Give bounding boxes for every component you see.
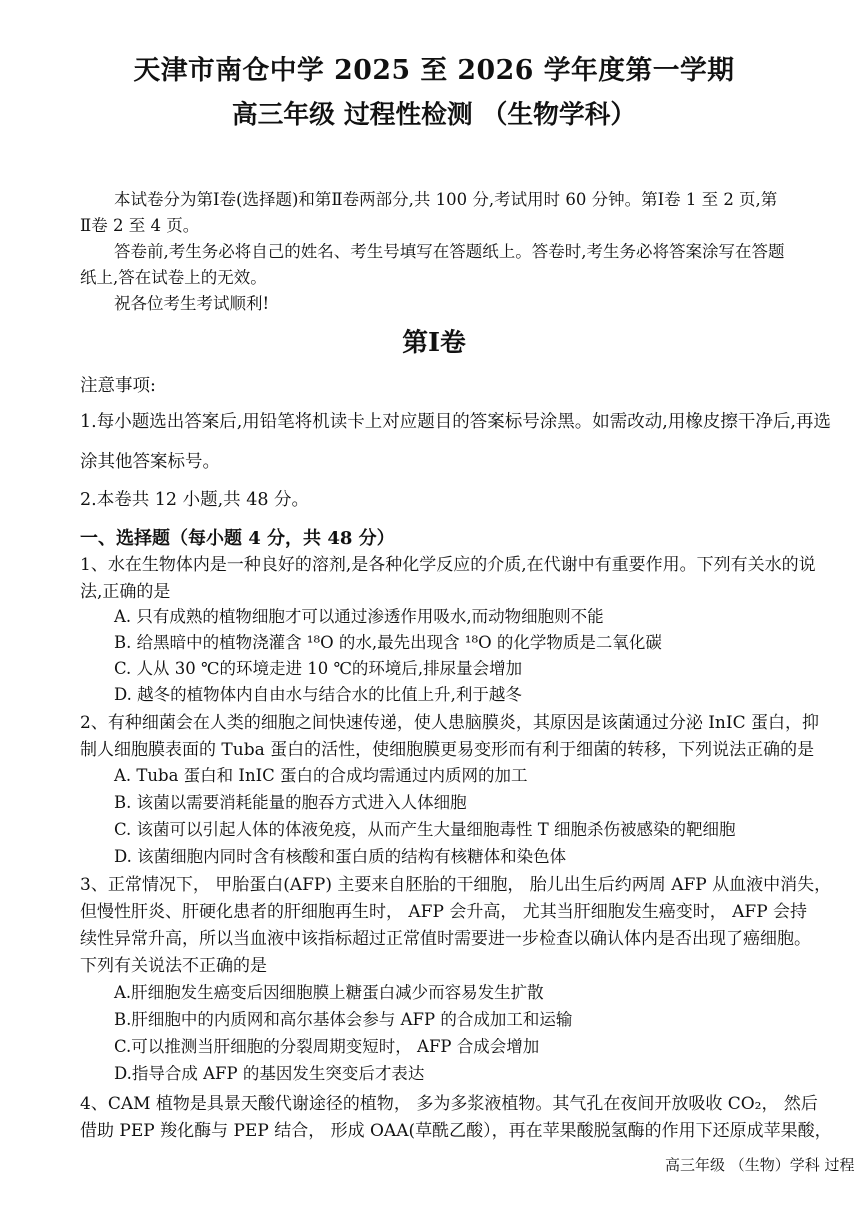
question-4-stem-line-2: 借助 PEP 羧化酶与 PEP 结合， 形成 OAA(草酰乙酸），再在苹果酸脱氢酶的作用下还原成苹果酸， — [80, 1121, 832, 1141]
question-3-option-a: A.肝细胞发生癌变后因细胞膜上糖蛋白减少而容易发生扩散 — [114, 983, 544, 1002]
question-1-stem-line-2: 法,正确的是 — [80, 582, 171, 602]
question-3-option-d: D.指导合成 AFP 的基因发生突变后才表达 — [114, 1064, 425, 1083]
section-title: 第Ⅰ卷 — [402, 328, 466, 358]
question-2-option-c: C. 该菌可以引起人体的体液免疫，从而产生大量细胞毒性 T 细胞杀伤被感染的靶细胞 — [114, 820, 736, 839]
question-3-stem-line-1: 3、正常情况下， 甲胎蛋白(AFP) 主要来自胚胎的干细胞， 胎儿出生后约两周 AFP 从血液中消失， — [80, 875, 832, 895]
notes-heading: 注意事项: — [80, 376, 156, 396]
question-3-option-c: C.可以推测当肝细胞的分裂周期变短时， AFP 合成会增加 — [114, 1037, 540, 1056]
exam-title-line2: 高三年级 过程性检测 （生物学科） — [231, 100, 637, 130]
question-1-option-d: D. 越冬的植物体内自由水与结合水的比值上升,利于越冬 — [114, 685, 522, 704]
question-2-option-a: A. Tuba 蛋白和 InIC 蛋白的合成均需通过内质网的加工 — [114, 766, 528, 785]
question-4-stem-line-1: 4、CAM 植物是具景天酸代谢途径的植物， 多为多浆液植物。其气孔在夜间开放吸收 CO₂， 然后 — [80, 1094, 818, 1114]
question-3-option-b: B.肝细胞中的内质网和高尔基体会参与 AFP 的合成加工和运输 — [114, 1010, 573, 1029]
intro-line-2: Ⅱ卷 2 至 4 页。 — [80, 216, 200, 235]
notes-item-1-line-2: 涂其他答案标号。 — [80, 452, 220, 472]
question-2-option-d: D. 该菌细胞内同时含有核酸和蛋白质的结构有核糖体和染色体 — [114, 847, 567, 866]
question-1-option-a: A. 只有成熟的植物细胞才可以通过渗透作用吸水,而动物细胞则不能 — [114, 607, 604, 626]
part-heading: 一、选择题（每小题 4 分，共 48 分） — [80, 528, 395, 549]
notes-item-1-line-1: 1.每小题选出答案后,用铅笔将机读卡上对应题目的答案标号涂黑。如需改动,用橡皮擦干净后,再选 — [80, 412, 831, 432]
intro-line-5: 祝各位考生考试顺利! — [114, 294, 270, 313]
intro-line-4: 纸上,答在试卷上的无效。 — [80, 268, 267, 287]
question-3-stem-line-4: 下列有关说法不正确的是 — [80, 956, 267, 976]
intro-line-1: 本试卷分为第Ⅰ卷(选择题)和第Ⅱ卷两部分,共 100 分,考试用时 60 分钟。第Ⅰ卷 1 至 2 页,第 — [114, 190, 778, 209]
question-1-stem-line-1: 1、水在生物体内是一种良好的溶剂,是各种化学反应的介质,在代谢中有重要作用。下列有关水的说 — [80, 555, 816, 575]
question-2-stem-line-1: 2、有种细菌会在人类的细胞之间快速传递，使人患脑膜炎，其原因是该菌通过分泌 InIC 蛋白，抑 — [80, 713, 820, 733]
question-2-stem-line-2: 制人细胞膜表面的 Tuba 蛋白的活性，使细胞膜更易变形而有利于细菌的转移，下列说法正确的是 — [80, 740, 815, 760]
notes-item-2: 2.本卷共 12 小题,共 48 分。 — [80, 490, 310, 510]
question-1-option-c: C. 人从 30 ℃的环境走进 10 ℃的环境后,排尿量会增加 — [114, 659, 523, 678]
question-2-option-b: B. 该菌以需要消耗能量的胞吞方式进入人体细胞 — [114, 793, 467, 812]
page-footer: 高三年级 （生物）学科 过程 — [665, 1156, 855, 1174]
exam-title-line1: 天津市南仓中学 2025 至 2026 学年度第一学期 — [133, 55, 735, 86]
question-3-stem-line-2: 但慢性肝炎、肝硬化患者的肝细胞再生时， AFP 会升高， 尤其当肝细胞发生癌变时， AFP 会持 — [80, 902, 808, 922]
intro-line-3: 答卷前,考生务必将自己的姓名、考生号填写在答题纸上。答卷时,考生务必将答案涂写在答题 — [114, 242, 785, 261]
question-3-stem-line-3: 续性异常升高，所以当血液中该指标超过正常值时需要进一步检查以确认体内是否出现了癌细胞。 — [80, 929, 811, 949]
question-1-option-b: B. 给黑暗中的植物浇灌含 ¹⁸O 的水,最先出现含 ¹⁸O 的化学物质是二氧化碳 — [114, 633, 662, 652]
